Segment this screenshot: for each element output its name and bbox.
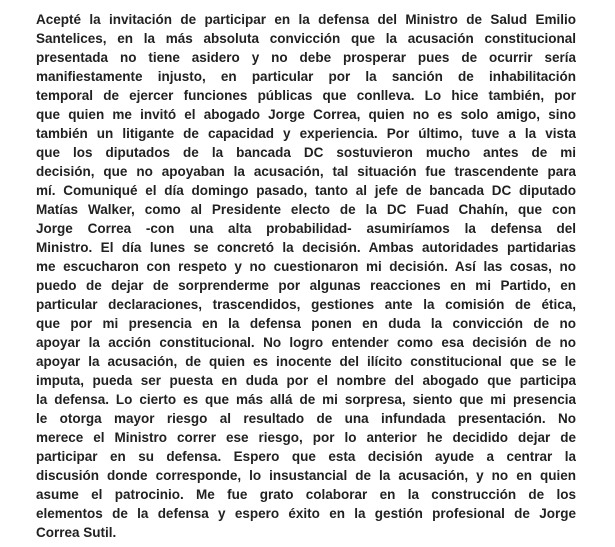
- text-line-8: que los diputados de la bancada DC sostuvieron mucho antes de mi: [36, 145, 576, 160]
- text-line-20: imputa, pueda ser puesta en duda por el nombre del abogado que participa: [36, 373, 576, 388]
- text-line-21: la defensa. Lo cierto es que más allá de mi sorpresa, siento que mi presencia: [36, 392, 576, 407]
- text-line-14: me escucharon con respeto y no cuestionaron mi decisión. Así las cosas, no: [36, 259, 576, 274]
- text-line-13: Ministro. El día lunes se concretó la decisión. Ambas autoridades partidarias: [36, 240, 576, 255]
- text-line-16: particular declaraciones, trascendidos, gestiones ante la comisión de ética,: [36, 297, 576, 312]
- text-line-3: presentada no tiene asidero y no debe prosperar pues de ocurrir sería: [36, 50, 576, 65]
- text-line-10: mí. Comuniqué el día domingo pasado, tanto al jefe de bancada DC diputado: [36, 183, 576, 198]
- text-line-1: Acepté la invitación de participar en la defensa del Ministro de Salud Emilio: [36, 12, 576, 27]
- text-line-19: apoyar la acusación, de quien es inocente del ilícito constitucional que se le: [36, 354, 576, 369]
- text-line-25: discusión donde corresponde, lo insustancial de la acusación, y no en quien: [36, 468, 576, 483]
- text-line-11: Matías Walker, como al Presidente electo de la DC Fuad Chahín, que con: [36, 202, 576, 217]
- text-line-5: temporal de ejercer funciones públicas que conlleva. Lo hice también, por: [36, 88, 576, 103]
- text-line-9: decisión, que no apoyaban la acusación, tal situación fue trascendente para: [36, 164, 576, 179]
- text-line-6: que quien me invitó el abogado Jorge Correa, quien no es solo amigo, sino: [36, 107, 576, 122]
- statement-paragraph: [36, 10, 576, 542]
- text-line-4: manifiestamente injusto, en particular por la sanción de inhabilitación: [36, 69, 576, 84]
- text-line-12: Jorge Correa -con una alta probabilidad- asumiríamos la defensa del: [36, 221, 576, 236]
- text-line-26: asume el patrocinio. Me fue grato colaborar en la construcción de los: [36, 487, 576, 502]
- text-line-24: participar en su defensa. Espero que esta decisión ayude a centrar la: [36, 449, 576, 464]
- text-line-28: Correa Sutil.: [36, 525, 117, 540]
- text-line-23: merece el Ministro correr ese riesgo, por lo anterior he decidido dejar de: [36, 430, 576, 445]
- text-line-22: le otorga mayor riesgo al resultado de una infundada presentación. No: [36, 411, 576, 426]
- text-line-7: también un litigante de capacidad y experiencia. Por último, tuve a la vista: [36, 126, 576, 141]
- text-line-2: Santelices, en la más absoluta convicción que la acusación constitucional: [36, 31, 576, 46]
- text-line-15: puedo de dejar de sorprenderme por algunas reacciones en mi Partido, en: [36, 278, 576, 293]
- text-line-18: apoyar la acción constitucional. No logro entender como esa decisión de no: [36, 335, 576, 350]
- text-line-27: elementos de la defensa y espero éxito en la gestión profesional de Jorge: [36, 506, 576, 521]
- text-line-17: que por mi presencia en la defensa ponen en duda la convicción de no: [36, 316, 576, 331]
